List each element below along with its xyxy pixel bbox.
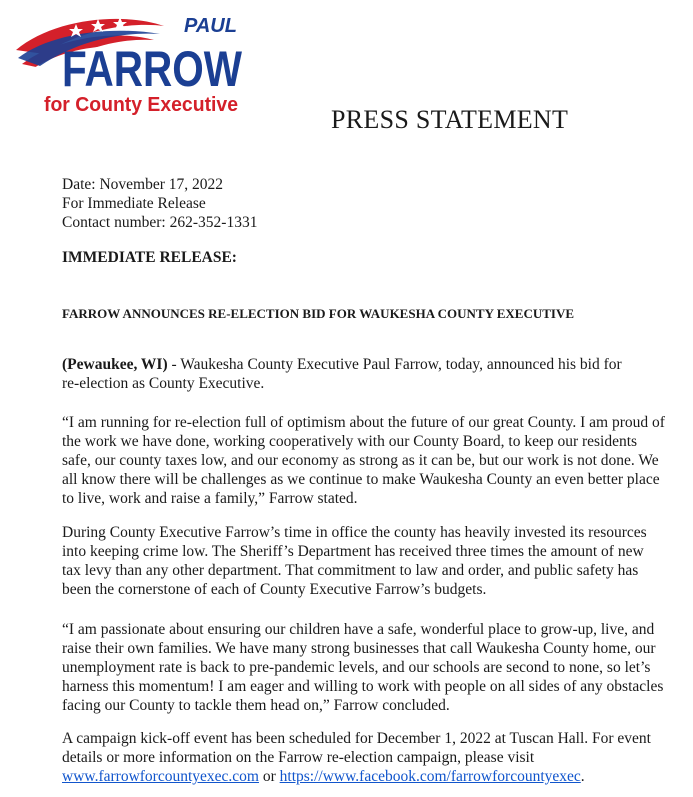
link-connector: or	[258, 768, 280, 785]
paragraph-line: safe, our county taxes low, and our economy as strong as it can be, but our work is not done. We	[62, 452, 659, 469]
paragraph-intro	[62, 355, 680, 393]
page-title: PRESS STATEMENT	[331, 105, 569, 134]
paragraph-crime	[62, 523, 680, 599]
paragraph-line: facing our County to tackle them head on,” Farrow concluded.	[62, 697, 450, 714]
paragraph-line: all know there will be challenges as we continue to make Waukesha County an even better place	[62, 471, 660, 488]
contact-number: Contact number: 262-352-1331	[62, 214, 258, 231]
dateline: (Pewaukee, WI)	[62, 356, 168, 373]
release-type: For Immediate Release	[62, 195, 206, 212]
paragraph-line: “I am passionate about ensuring our children have a safe, wonderful place to grow-up, live, and	[62, 621, 655, 638]
paragraph-event	[62, 729, 680, 786]
paragraph-line: been the cornerstone of each of County Executive Farrow’s budgets.	[62, 581, 487, 598]
paragraph-line: into keeping crime low. The Sheriff’s Department has received three times the amount of new	[62, 543, 644, 560]
paragraph-line: details or more information on the Farrow re-election campaign, please visit	[62, 749, 535, 766]
flag-swoosh-logo-graphic	[14, 8, 246, 118]
immediate-release-heading: IMMEDIATE RELEASE:	[62, 249, 237, 266]
paragraph-quote-2	[62, 620, 680, 715]
paragraph-line	[62, 767, 680, 786]
campaign-website-link[interactable]: www.farrowforcountyexec.com	[62, 768, 259, 785]
paragraph-line: re-election as County Executive.	[62, 375, 265, 392]
release-meta	[62, 175, 257, 232]
paragraph-line: to live, work and raise a family,” Farrow stated.	[62, 490, 358, 507]
paragraph-quote-1	[62, 413, 680, 508]
statement-headline: FARROW ANNOUNCES RE-ELECTION BID FOR WAUKESHA COUNTY EXECUTIVE	[62, 306, 575, 321]
logo-last-name: FARROW	[62, 41, 243, 97]
paragraph-line: raise their own families. We have many strong businesses that call Waukesha County home, our	[62, 640, 656, 657]
paragraph-line: harness this momentum! I am eager and willing to work with people on all sides of any obstacles	[62, 678, 664, 695]
paragraph-line: During County Executive Farrow’s time in office the county has heavily invested its resources	[62, 524, 647, 541]
paragraph-line: A campaign kick-off event has been scheduled for December 1, 2022 at Tuscan Hall. For event	[62, 730, 651, 747]
facebook-page-link[interactable]: https://www.facebook.com/farrowforcountyexec	[279, 768, 581, 785]
paragraph-line	[62, 355, 680, 374]
paragraph-line: unemployment rate is back to pre-pandemic levels, and our schools are second to none, so let’s	[62, 659, 651, 676]
logo-first-name: PAUL	[184, 15, 237, 37]
intro-text: - Waukesha County Executive Paul Farrow, today, announced his bid for	[167, 356, 622, 373]
release-date: Date: November 17, 2022	[62, 176, 223, 193]
campaign-logo	[14, 8, 246, 118]
paragraph-line: “I am running for re-election full of optimism about the future of our great County. I am proud of	[62, 414, 665, 431]
sentence-end: .	[580, 768, 585, 785]
paragraph-line: the work we have done, working cooperatively with our County Board, to keep our residents	[62, 433, 638, 450]
logo-tagline: for County Executive	[44, 94, 238, 116]
paragraph-line: tax levy than any other department. That commitment to law and order, and public safety has	[62, 562, 639, 579]
